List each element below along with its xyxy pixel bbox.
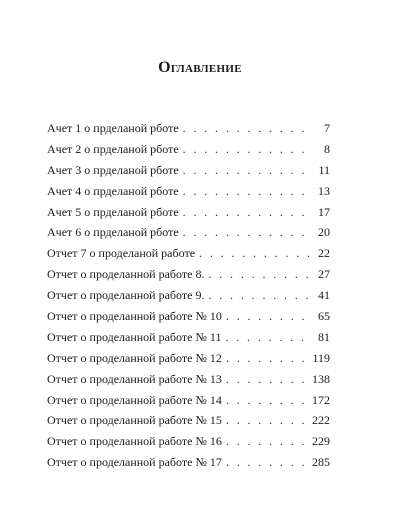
toc-entry[interactable] xyxy=(47,390,330,411)
toc-entry-label: Отчет о проделанной работе № 10 xyxy=(47,309,222,324)
dot-leader xyxy=(225,327,312,348)
toc-entry[interactable] xyxy=(47,306,330,327)
dot-leader xyxy=(183,222,312,243)
toc-entry[interactable] xyxy=(47,410,330,431)
dot-leader xyxy=(226,410,308,431)
toc-page-number: 81 xyxy=(318,329,330,344)
dot-leader xyxy=(208,285,312,306)
toc-entry-label: Отчет о проделанной работе № 13 xyxy=(47,371,222,386)
toc-entry[interactable] xyxy=(47,222,330,243)
table-of-contents xyxy=(47,118,330,473)
toc-page-number: 172 xyxy=(312,392,330,407)
toc-entry[interactable] xyxy=(47,452,330,473)
toc-entry-label: Отчет о проделанной работе № 11 xyxy=(47,329,222,344)
dot-leader xyxy=(226,306,312,327)
dot-leader xyxy=(183,202,312,223)
toc-page-number: 222 xyxy=(312,413,330,428)
toc-entry[interactable] xyxy=(47,202,330,223)
toc-entry[interactable] xyxy=(47,264,330,285)
toc-entry-label: Ачет 5 о прделаной рботе xyxy=(47,204,179,219)
toc-entry-label: Ачет 3 о прделаной рботе xyxy=(47,162,179,177)
toc-entry-label: Отчет о проделанной работе № 17 xyxy=(47,455,222,470)
toc-page-number: 11 xyxy=(318,162,330,177)
toc-entry-label: Отчет о проделанной работе № 14 xyxy=(47,392,222,407)
dot-leader xyxy=(183,181,312,202)
toc-page-number: 7 xyxy=(324,121,330,135)
page-title: Оглавление xyxy=(158,59,242,76)
toc-entry-label: Отчет 7 о проделаной работе xyxy=(47,246,196,261)
dot-leader xyxy=(208,264,312,285)
toc-entry-label: Ачет 4 о прделаной рботе xyxy=(47,183,179,198)
toc-entry[interactable] xyxy=(47,181,330,202)
dot-leader xyxy=(226,390,308,411)
toc-page-number: 138 xyxy=(312,371,330,386)
toc-entry[interactable] xyxy=(47,118,330,139)
toc-entry-label: Отчет о проделанной работе 9. xyxy=(47,288,205,303)
toc-entry-label: Ачет 2 о прделаной рботе xyxy=(47,141,179,156)
toc-page-number: 285 xyxy=(312,455,330,470)
toc-entry[interactable] xyxy=(47,139,330,160)
toc-page-number: 17 xyxy=(318,204,330,219)
dot-leader xyxy=(226,369,308,390)
toc-entry[interactable] xyxy=(47,431,330,452)
dot-leader xyxy=(183,160,312,181)
toc-entry[interactable] xyxy=(47,348,330,369)
toc-entry-label: Отчет о проделанной работе 8. xyxy=(47,267,205,282)
toc-entry[interactable] xyxy=(47,285,330,306)
dot-leader xyxy=(183,118,312,139)
toc-entry[interactable] xyxy=(47,369,330,390)
dot-leader xyxy=(183,139,312,160)
toc-page-number: 41 xyxy=(318,288,330,303)
toc-page-number: 119 xyxy=(312,350,330,365)
dot-leader xyxy=(199,243,312,264)
toc-entry-label: Ачет 6 о прделаной рботе xyxy=(47,225,179,240)
toc-entry[interactable] xyxy=(47,327,330,348)
toc-entry-label: Отчет о проделанной работе № 16 xyxy=(47,434,222,449)
toc-entry-label: Отчет о проделанной работе № 12 xyxy=(47,350,222,365)
toc-entry[interactable] xyxy=(47,243,330,264)
toc-page-number: 229 xyxy=(312,434,330,449)
dot-leader xyxy=(226,452,308,473)
toc-entry[interactable] xyxy=(47,160,330,181)
toc-page-number: 13 xyxy=(318,183,330,198)
toc-page-number: 65 xyxy=(318,309,330,324)
toc-entry-label: Отчет о проделанной работе № 15 xyxy=(47,413,222,428)
dot-leader xyxy=(226,431,308,452)
toc-page-number: 27 xyxy=(318,267,330,282)
toc-page-number: 8 xyxy=(324,141,330,156)
toc-entry-label: Ачет 1 о прделаной рботе xyxy=(47,121,179,135)
dot-leader xyxy=(226,348,309,369)
toc-page-number: 20 xyxy=(318,225,330,240)
toc-page-number: 22 xyxy=(318,246,330,261)
